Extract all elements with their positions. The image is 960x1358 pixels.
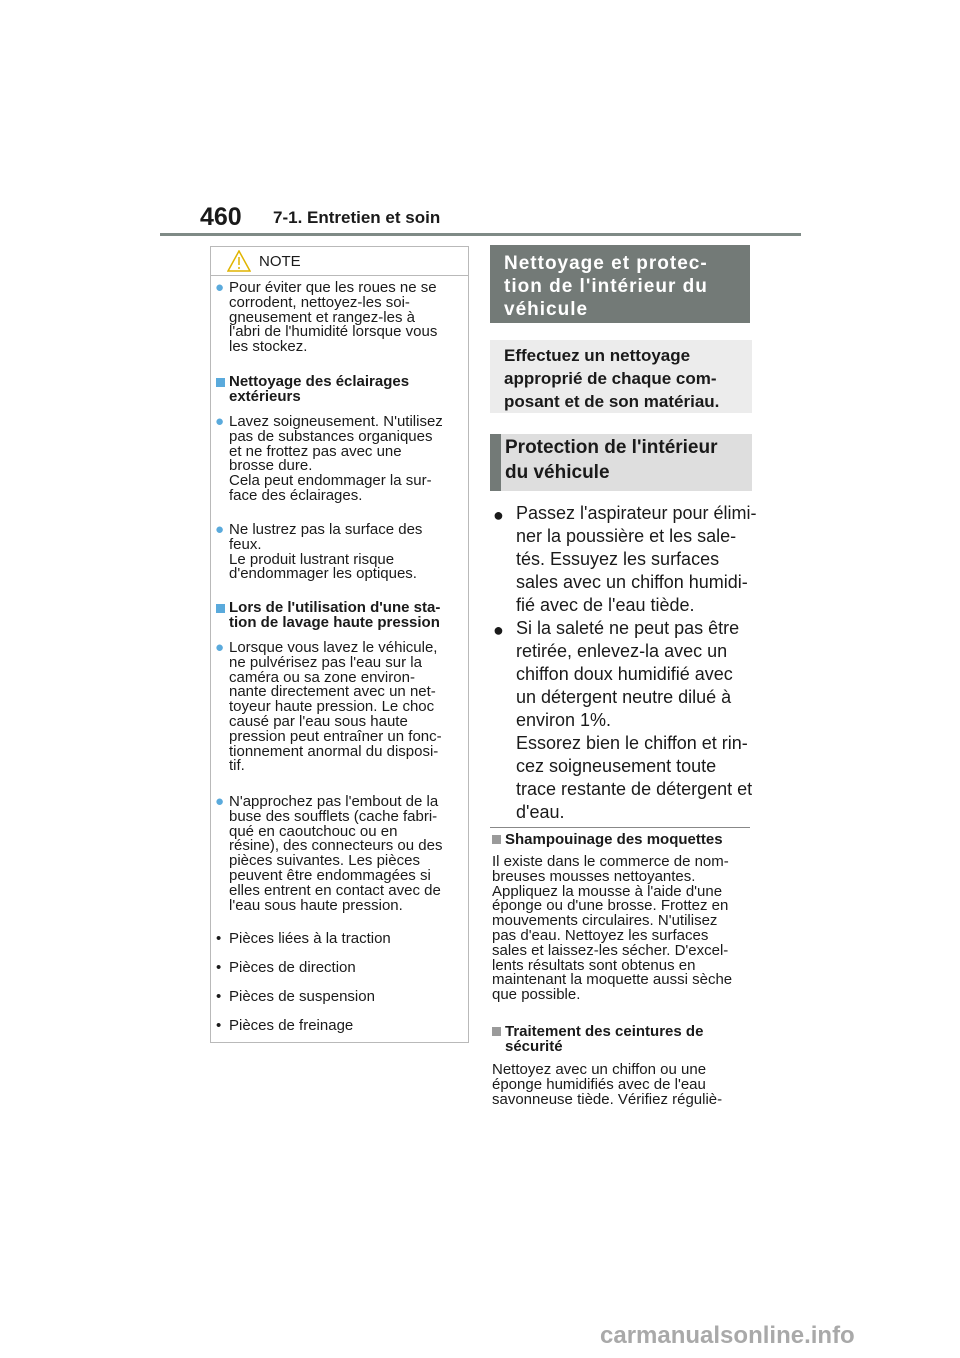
square-bullet-icon (492, 1027, 501, 1036)
dash-text: Pièces liées à la traction (229, 930, 391, 947)
bullet-icon: ● (215, 279, 225, 296)
dash-text: Pièces de direction (229, 959, 356, 976)
subsection-title: Protection de l'intérieur du véhicule (505, 437, 718, 483)
note-title: NOTE (259, 253, 301, 270)
page-number: 460 (200, 203, 242, 231)
intro-text: Effectuez un nettoyage approprié de chaque com- posant et de son matériau. (504, 346, 720, 411)
note-heading-text: Nettoyage des éclairages extérieurs (229, 373, 410, 405)
note-header (211, 247, 468, 276)
intro-box (490, 340, 752, 413)
bullet-icon: ● (215, 521, 225, 538)
note-box: NOTE ● Pour éviter que les roues ne se corrodent, nettoyez-les soi- gneusement et rangez-les à l'abri de l'humidité lorsque vous les stockez. Nettoyage des éclairages extérieurs ● Lavez soigneusement. N'utilisez pas de substances organiques et ne frottez pas avec une brosse dure. Cela peut endommager la sur- face des éclairages. ● Ne lustrez pas la surface des feux. Le produit lustrant risque d'endommager les optiques. Lors de l'utilisation d'une sta- tion de lavage haute pression ● Lorsque vous lavez le véhicule, ne pulvérisez pas l'eau sur la caméra ou sa zone environ- nante directement avec un net- toyeur haute pression. Le choc causé par l'eau sous haute pression peut entraîner un fonc- tionnement anormal du disposi- tif. ● N'approchez pas l'embout de la buse des soufflets (cache fabri- qué en caoutchouc ou en résine), des connecteurs ou des pièces suivantes. Les pièces peuvent être endommagées si elles entrent en contact avec de l'eau sous haute pression. • Pièces liées à la traction • Pièces de direction • Pièces de suspension • Pièces de freinage (210, 246, 469, 1043)
section-title-box (490, 245, 750, 323)
note-text: Lavez soigneusement. N'utilisez pas de substances organiques et ne frottez pas avec une brosse dure. Cela peut endommager la sur- face des éclairages. (229, 413, 443, 504)
note-text: N'approchez pas l'embout de la buse des soufflets (cache fabri- qué en caoutchouc ou en résine), des connecteurs ou des pièces suivantes. Les pièces peuvent être endommagées si elles entrent en contact avec de l'eau sous haute pression. (229, 793, 443, 914)
subsection-title-box (490, 434, 752, 491)
bullet-text: Si la saleté ne peut pas être retirée, enlevez-la avec un chiffon doux humidifié avec un détergent neutre dilué à environ 1%. Essorez bien le chiffon et rin- cez soigneusement toute trace restante de détergent et d'eau. (516, 618, 753, 822)
square-bullet-icon (216, 378, 225, 387)
note-text: Lorsque vous lavez le véhicule, ne pulvérisez pas l'eau sur la caméra ou sa zone environ- nante directement avec un net- toyeur haute pression. Le choc causé par l'eau sous haute pression peut entraîner un fonc- tionnement anormal du disposi- tif. (229, 639, 442, 775)
dash-text: Pièces de freinage (229, 1017, 354, 1034)
header-rule (160, 233, 801, 236)
note-heading-text: Lors de l'utilisation d'une sta- tion de lavage haute pression (229, 599, 441, 631)
bullet-text: Passez l'aspirateur pour élimi- ner la poussière et les sale- tés. Essuyez les surfaces sales avec un chiffon humidi- fié avec de l'eau tiède. (516, 503, 757, 615)
section-title: Nettoyage et protec- tion de l'intérieur du véhicule (504, 253, 708, 320)
divider (490, 827, 750, 828)
note-text: Pour éviter que les roues ne se corrodent, nettoyez-les soi- gneusement et rangez-les à l'abri de l'humidité lorsque vous les stockez. (229, 279, 438, 356)
square-bullet-icon (492, 835, 501, 844)
bullet-icon: ● (215, 413, 225, 430)
belts-heading: Traitement des ceintures de sécurité (505, 1023, 704, 1055)
carpet-heading: Shampouinage des moquettes (505, 831, 723, 848)
section-header: 7-1. Entretien et soin (273, 208, 441, 227)
bullet-icon: ● (215, 639, 225, 656)
carpet-text: Il existe dans le commerce de nom- breuses mousses nettoyantes. Appliquez la mousse à l'aide d'une éponge ou d'une brosse. Frottez en mouvements circulaires. N'utilisez pas d'eau. Nettoyez les surfaces sales et laissez-les sécher. D'excel- lents résultats sont obtenus en maintenant la moquette aussi sèche que possible. (492, 853, 733, 1004)
dash-text: Pièces de suspension (229, 988, 375, 1005)
bullet-icon: ● (493, 620, 504, 640)
warning-icon (227, 250, 251, 272)
watermark: carmanualsonline.info (600, 1322, 855, 1349)
belts-text: Nettoyez avec un chiffon ou une éponge humidifiés avec de l'eau savonneuse tiède. Vérifiez réguliè- (492, 1061, 723, 1108)
bullet-icon: ● (493, 505, 504, 525)
square-bullet-icon (216, 604, 225, 613)
bullet-icon: ● (215, 793, 225, 810)
note-text: Ne lustrez pas la surface des feux. Le produit lustrant risque d'endommager les optiques. (229, 521, 423, 583)
